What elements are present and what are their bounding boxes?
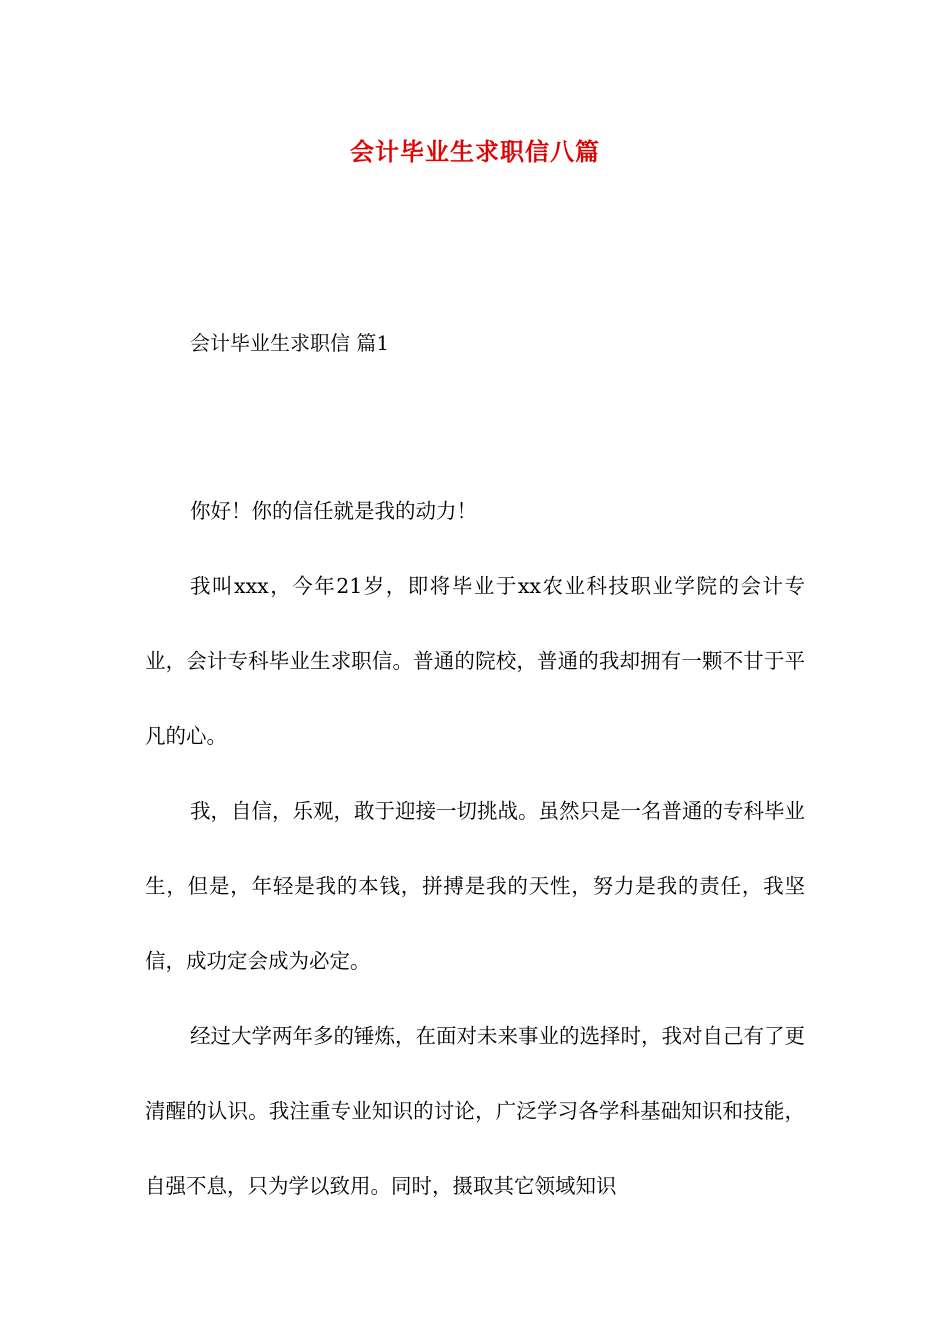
paragraph-education: 经过大学两年多的锤炼，在面对未来事业的选择时，我对自己有了更清醒的认识。我注重专业知识的讨论，广泛学习各学科基础知识和技能，自强不息，只为学以致用。同时，摄取其它领域知识 <box>145 1024 805 1198</box>
paragraph-greeting: 你好！你的信任就是我的动力！ <box>190 499 477 523</box>
paragraph-introduction: 我叫xxx，今年21岁，即将毕业于xx农业科技职业学院的会计专业，会计专科毕业生求职信。普通的院校，普通的我却拥有一颗不甘于平凡的心。 <box>145 574 805 748</box>
section-heading: 会计毕业生求职信 篇1 <box>190 331 390 355</box>
document-title: 会计毕业生求职信八篇 <box>350 138 600 166</box>
letter-body <box>145 474 805 1224</box>
paragraph-personality: 我，自信，乐观，敢于迎接一切挑战。虽然只是一名普通的专科毕业生，但是，年轻是我的本钱，拼搏是我的天性，努力是我的责任，我坚信，成功定会成为必定。 <box>145 799 805 973</box>
